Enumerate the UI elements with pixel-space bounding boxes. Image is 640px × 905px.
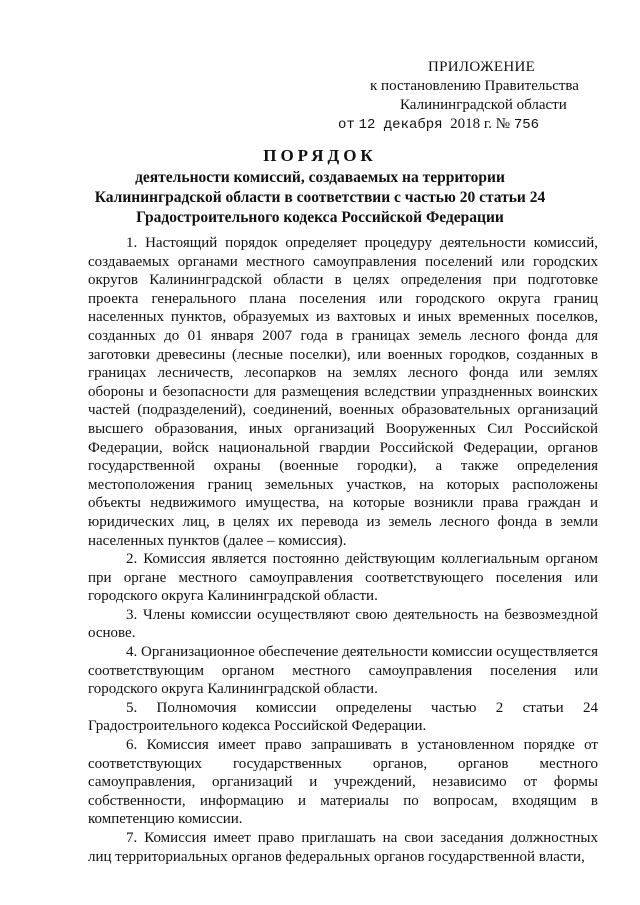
appendix-block <box>330 58 590 135</box>
appendix-region-line: Калининградской области <box>400 97 567 113</box>
paragraph-3: 3. Члены комиссии осуществляют свою деятельность на безвозмездной основе. <box>88 606 598 642</box>
paragraph-4: 4. Организационное обеспечение деятельности комиссии осуществляется соответствующим органом местного самоуправления поселения или городского округа Калининградской области. <box>88 644 598 698</box>
document-title <box>80 146 560 228</box>
paragraph-1: 1. Настоящий порядок определяет процедуру деятельности комиссий, создаваемых органами местного самоуправления поселений или городских округов Калининградской области в целях определения при подготовке проекта генерального плана поселения или городского округа границ населенных пунктов, образуемых из вахтовых и иных временных поселков, созданных до 01 января 2007 года в границах земель лесного фонда для заготовки древесины (лесные поселки), или военных городков, созданных в границах лесничеств, лесопарков на землях лесного фонда или землях обороны и безопасности для размещения вследствии упраздненных воинских частей (подразделений), соединений, военных образовательных организаций высшего образования, иных организаций Вооруженных Сил Российской Федерации, войск национальной гвардии Российской Федерации, органов государственной охраны (военные городки), а также определения местоположения границ земельных участков, на которых расположены объекты недвижимого имущества, на которые возникли права граждан и юридических лиц, в целях их перевода из земель лесного фонда в земли населенных пунктов (далее – комиссия). <box>88 235 598 549</box>
appendix-label: ПРИЛОЖЕНИЕ <box>428 59 536 75</box>
paragraph-6: 6. Комиссия имеет право запрашивать в установленном порядке от соответствующих государственных органов, органов местного самоуправления, организаций и учреждений, независимо от формы собственности, информацию и материалы по вопросам, входящим в компетенцию комиссии. <box>88 737 598 828</box>
resolution-number: 756 <box>513 117 540 133</box>
title-subtitle: деятельности комиссий, создаваемых на территории Калининградской области в соответствии с частью 20 статьи 24 Градостроительного кодекса Российской Федерации <box>94 169 546 226</box>
paragraph-7: 7. Комиссия имеет право приглашать на свои заседания должностных лиц территориальных органов федеральных органов государственной власти, <box>88 830 598 865</box>
paragraph-2: 2. Комиссия является постоянно действующим коллегиальным органом при органе местного самоуправления соответствующего поселения или городского округа Калининградской области. <box>88 551 598 605</box>
date-prefix: от <box>338 117 355 133</box>
paragraph-5: 5. Полномочия комиссии определены частью 2 статьи 24 Градостроительного кодекса Российской Федерации. <box>88 699 598 735</box>
document-body <box>88 234 598 866</box>
appendix-resolution-line: к постановлению Правительства <box>370 78 579 94</box>
year-number-prefix: 2018 г. № <box>450 116 511 132</box>
title-heading: ПОРЯДОК <box>263 146 377 165</box>
date-value: 12 декабря <box>358 117 443 133</box>
appendix-date-line <box>330 115 590 135</box>
